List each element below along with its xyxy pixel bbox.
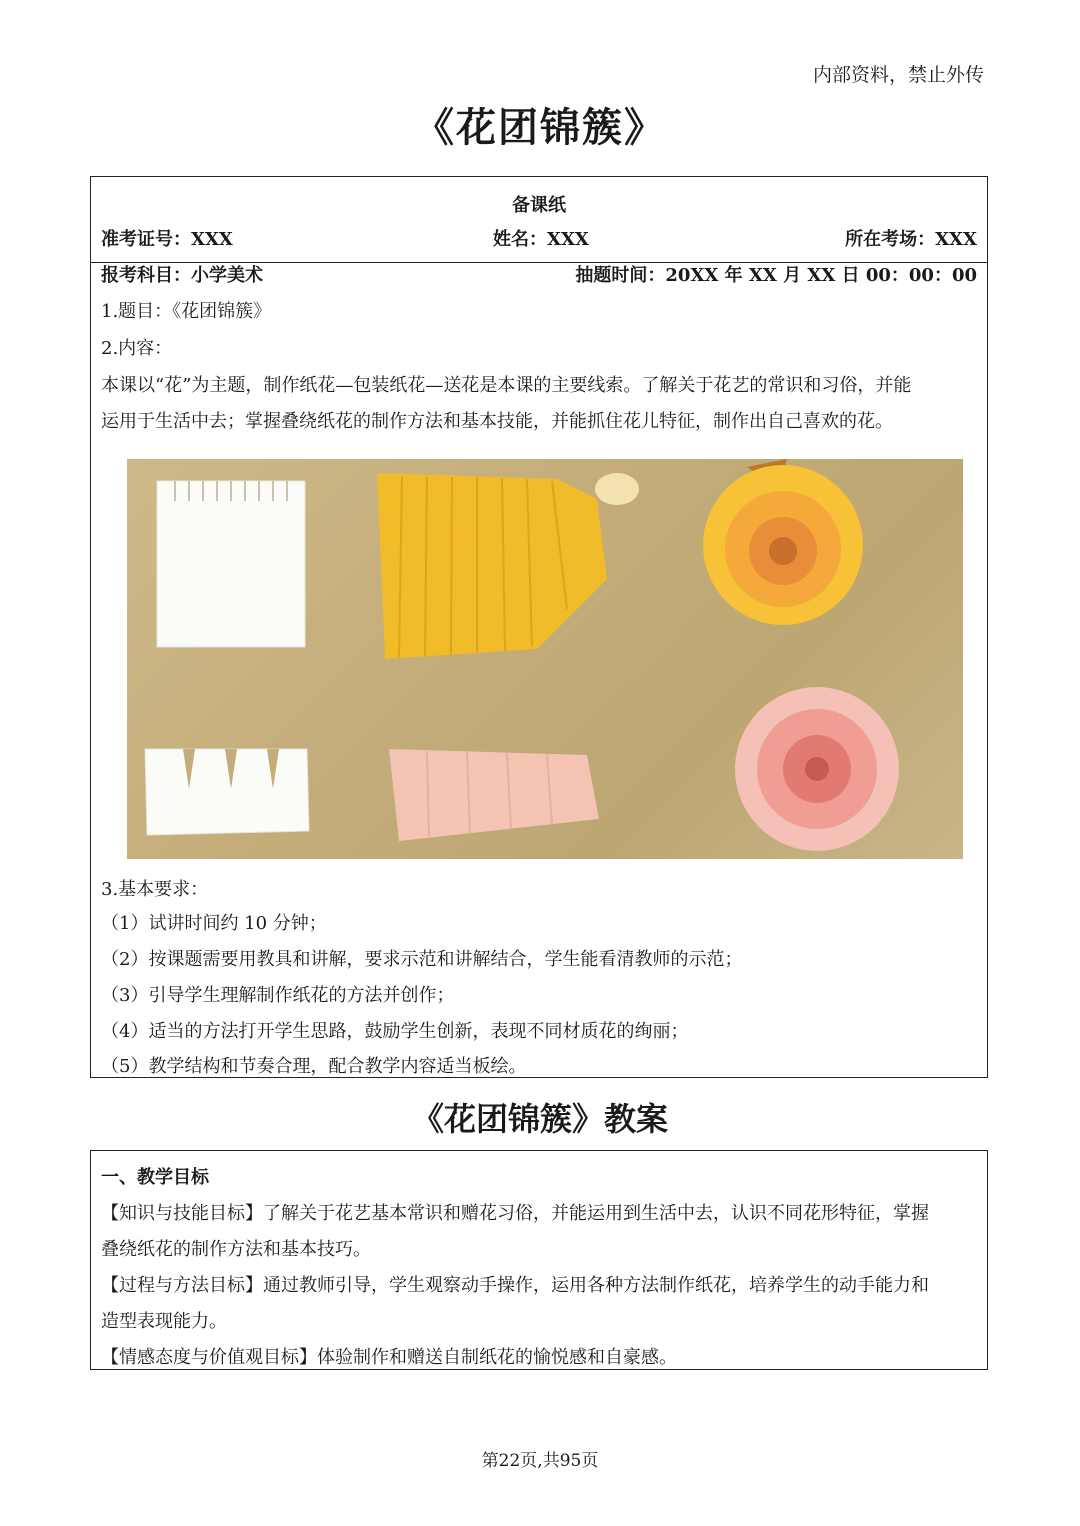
yellow-paper-flower	[703, 459, 863, 625]
page-title: 《花团锦簇》	[414, 104, 666, 151]
exam-id: 准考证号：XXX	[101, 229, 233, 250]
exam-site: 所在考场：XXX	[845, 229, 977, 250]
requirement-item: （1）试讲时间约 10 分钟；	[101, 913, 327, 934]
requirements-label: 3.基本要求：	[101, 879, 209, 900]
content-label: 2.内容：	[101, 338, 173, 359]
white-fringed-paper	[157, 481, 305, 647]
content-line: 运用于生活中去；掌握叠绕纸花的制作方法和基本技能，并能抓住花儿特征，制作出自己喜欢的花。	[101, 411, 893, 432]
draw-time: 抽题时间：20XX 年 XX 月 XX 日 00：00：00	[575, 265, 977, 286]
requirement-item: （4）适当的方法打开学生思路，鼓励学生创新，表现不同材质花的绚丽；	[101, 1021, 689, 1042]
section-heading: 一、教学目标	[101, 1167, 209, 1188]
lesson-plan-box	[90, 1150, 988, 1370]
objective-line: 【情感态度与价值观目标】体验制作和赠送自制纸花的愉悦感和自豪感。	[101, 1347, 677, 1368]
subject: 报考科目：小学美术	[101, 265, 263, 286]
requirement-item: （2）按课题需要用教具和讲解，要求示范和讲解结合，学生能看清教师的示范；	[101, 949, 743, 970]
topic-line: 1.题目：《花团锦簇》	[101, 301, 272, 322]
objective-line: 叠绕纸花的制作方法和基本技巧。	[101, 1239, 371, 1260]
lesson-plan-title: 《花团锦簇》教案	[411, 1100, 668, 1138]
candidate-name: 姓名：XXX	[493, 229, 589, 250]
prep-sheet	[90, 176, 988, 1078]
requirement-item: （5）教学结构和节奏合理，配合教学内容适当板绘。	[101, 1056, 527, 1077]
prep-sheet-title: 备课纸	[512, 195, 566, 216]
white-notched-paper	[145, 749, 309, 835]
content-line: 本课以“花”为主题，制作纸花—包装纸花—送花是本课的主要线索。了解关于花艺的常识和习俗，并能	[101, 375, 912, 396]
page-number: 第22页,共95页	[481, 1451, 599, 1471]
pink-paper-flower	[735, 687, 899, 851]
candidate-info-row	[91, 225, 987, 263]
yellow-crepe-strip	[377, 473, 639, 659]
paper-flower-steps-photo	[127, 459, 963, 859]
objective-line: 造型表现能力。	[101, 1311, 227, 1332]
confidential-note: 内部资料，禁止外传	[812, 64, 984, 86]
requirement-item: （3）引导学生理解制作纸花的方法并创作；	[101, 985, 455, 1006]
objective-line: 【知识与技能目标】了解关于花艺基本常识和赠花习俗，并能运用到生活中去，认识不同花形特征，掌握	[101, 1203, 929, 1224]
pink-crepe-strip	[389, 749, 599, 841]
paper-flower-illustration	[127, 459, 963, 859]
objective-line: 【过程与方法目标】通过教师引导，学生观察动手操作，运用各种方法制作纸花，培养学生的动手能力和	[101, 1275, 929, 1296]
